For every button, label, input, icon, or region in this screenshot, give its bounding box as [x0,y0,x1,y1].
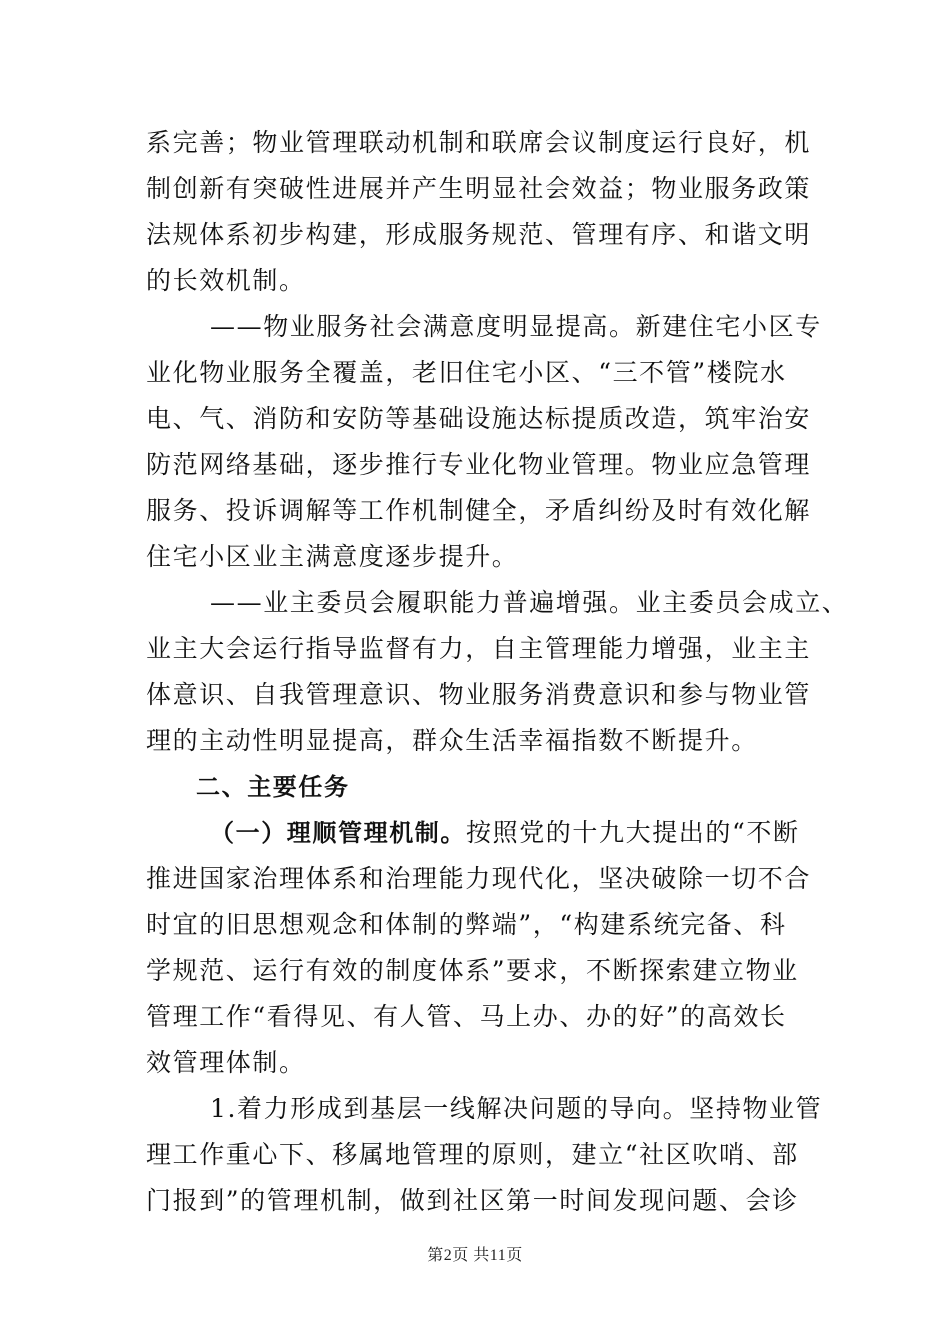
paragraph-line: 系完善；物业管理联动机制和联席会议制度运行良好，机 [146,128,812,157]
paragraph-line: 法规体系初步构建，形成服务规范、管理有序、和谐文明 [146,220,812,249]
section-heading: 二、主要任务 [196,773,350,801]
paragraph-line: 时宜的旧思想观念和体制的弊端”，“构建系统完备、科 [146,910,787,939]
paragraph-line: 服务、投诉调解等工作机制健全，矛盾纠纷及时有效化解 [146,496,812,525]
paragraph-line: 住宅小区业主满意度逐步提升。 [146,542,519,571]
paragraph-line: 管理工作“看得见、有人管、马上办、办的好”的高效长 [146,1002,787,1031]
paragraph-line: 业主大会运行指导监督有力，自主管理能力增强，业主主 [146,634,812,663]
paragraph-line: 防范网络基础，逐步推行专业化物业管理。物业应急管理 [146,450,812,479]
paragraph-line: 体意识、自我管理意识、物业服务消费意识和参与物业管 [146,680,812,709]
subsection-text: 按照党的十九大提出的“不断 [466,818,800,847]
paragraph-line: ——物业服务社会满意度明显提高。新建住宅小区专 [210,312,822,341]
paragraph-line: 理工作重心下、移属地管理的原则，建立“社区吹哨、部 [146,1140,799,1169]
paragraph-line: 电、气、消防和安防等基础设施达标提质改造，筑牢治安 [146,404,812,433]
paragraph-line: 推进国家治理体系和治理能力现代化，坚决破除一切不合 [146,864,812,893]
document-body [146,120,849,1224]
page-number-footer: 第2页 共11页 [427,1247,523,1264]
paragraph-line: 制创新有突破性进展并产生明显社会效益；物业服务政策 [146,174,812,203]
paragraph-line: 门报到”的管理机制，做到社区第一时间发现问题、会诊 [146,1186,799,1215]
paragraph-line: ——业主委员会履职能力普遍增强。业主委员会成立、 [210,588,849,617]
paragraph-line: 效管理体制。 [146,1048,306,1077]
paragraph-line: 理的主动性明显提高，群众生活幸福指数不断提升。 [146,726,758,755]
paragraph-line: 的长效机制。 [146,266,306,295]
paragraph-line: 学规范、运行有效的制度体系”要求，不断探索建立物业 [146,956,799,985]
subsection-title: （一）理顺管理机制。 [210,819,466,847]
paragraph-line: 业化物业服务全覆盖，老旧住宅小区、“三不管”楼院水 [146,358,787,387]
subsection-first-line [146,810,806,856]
numbered-item-line: 1.着力形成到基层一线解决问题的导向。坚持物业管 [210,1094,823,1123]
